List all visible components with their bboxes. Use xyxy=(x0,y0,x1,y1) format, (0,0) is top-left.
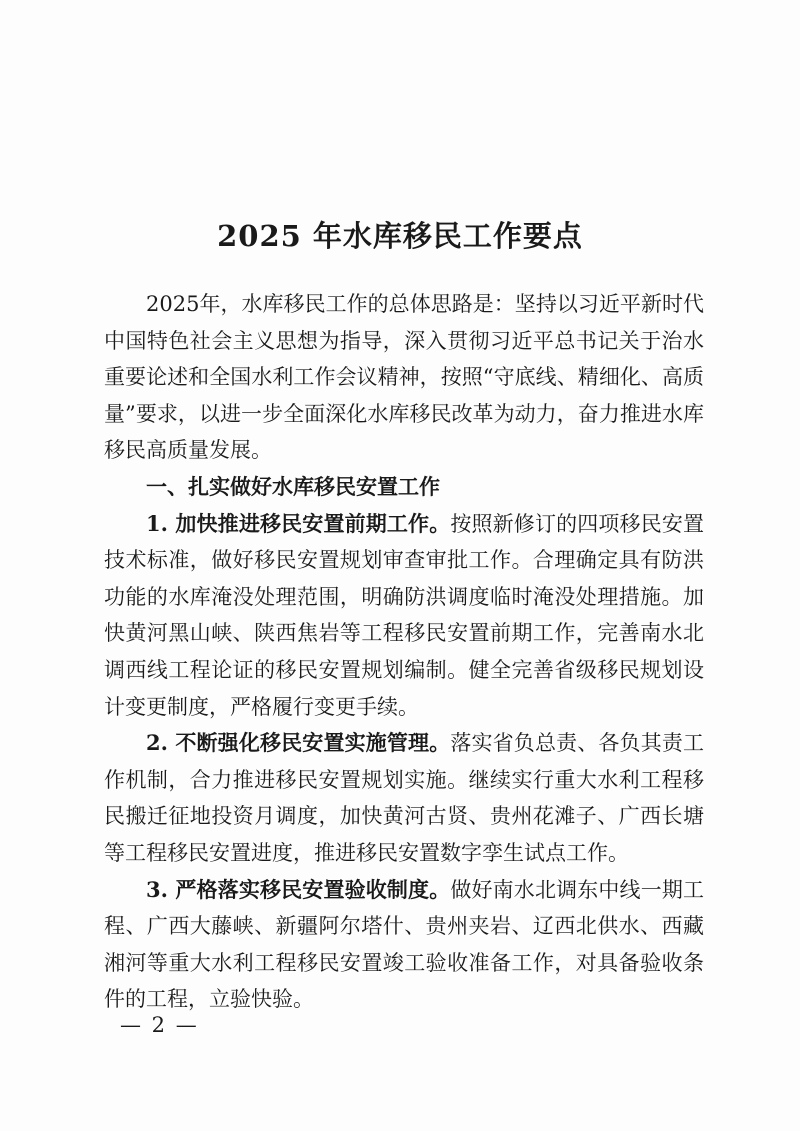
item-title-3: 3. 严格落实移民安置验收制度。 xyxy=(146,876,451,902)
page-number: — 2 — xyxy=(120,1013,199,1037)
item-title-1: 1. 加快推进移民安置前期工作。 xyxy=(146,510,451,536)
item-title-2: 2. 不断强化移民安置实施管理。 xyxy=(146,730,451,756)
section-heading: 一、扎实做好水库移民安置工作 xyxy=(146,473,440,499)
document-title: 2025 年水库移民工作要点 xyxy=(217,219,583,253)
document-body xyxy=(104,286,704,1018)
item-paragraph-1 xyxy=(104,506,704,726)
item-paragraph-2 xyxy=(104,725,704,871)
item-paragraph-3 xyxy=(104,872,704,1018)
item-text-1: 按照新修订的四项移民安置技术标准，做好移民安置规划审查审批工作。合理确定具有防洪功能的水库淹没处理范围，明确防洪调度临时淹没处理措施。加快黄河黑山峡、陕西焦岩等工程移民安置前期工作，完善南水北调西线工程论证的移民安置规划编制。健全完善省级移民规划设计变更制度，严格履行变更手续。 xyxy=(104,511,704,719)
item-text-2: 落实省负总责、各负其责工作机制，合力推进移民安置规划实施。继续实行重大水利工程移民搬迁征地投资月调度，加快黄河古贤、贵州花滩子、广西长塘等工程移民安置进度，推进移民安置数字孪生试点工作。 xyxy=(104,731,704,865)
intro-paragraph: 2025年，水库移民工作的总体思路是：坚持以习近平新时代中国特色社会主义思想为指导，深入贯彻习近平总书记关于治水重要论述和全国水利工作会议精神，按照“守底线、精细化、高质量”要求，以进一步全面深化水库移民改革为动力，奋力推进水库移民高质量发展。 xyxy=(104,292,704,463)
item-text-3: 做好南水北调东中线一期工程、广西大藤峡、新疆阿尔塔什、贵州夹岩、辽西北供水、西藏湘河等重大水利工程移民安置竣工验收准备工作，对具备验收条件的工程，立验快验。 xyxy=(104,877,704,1012)
